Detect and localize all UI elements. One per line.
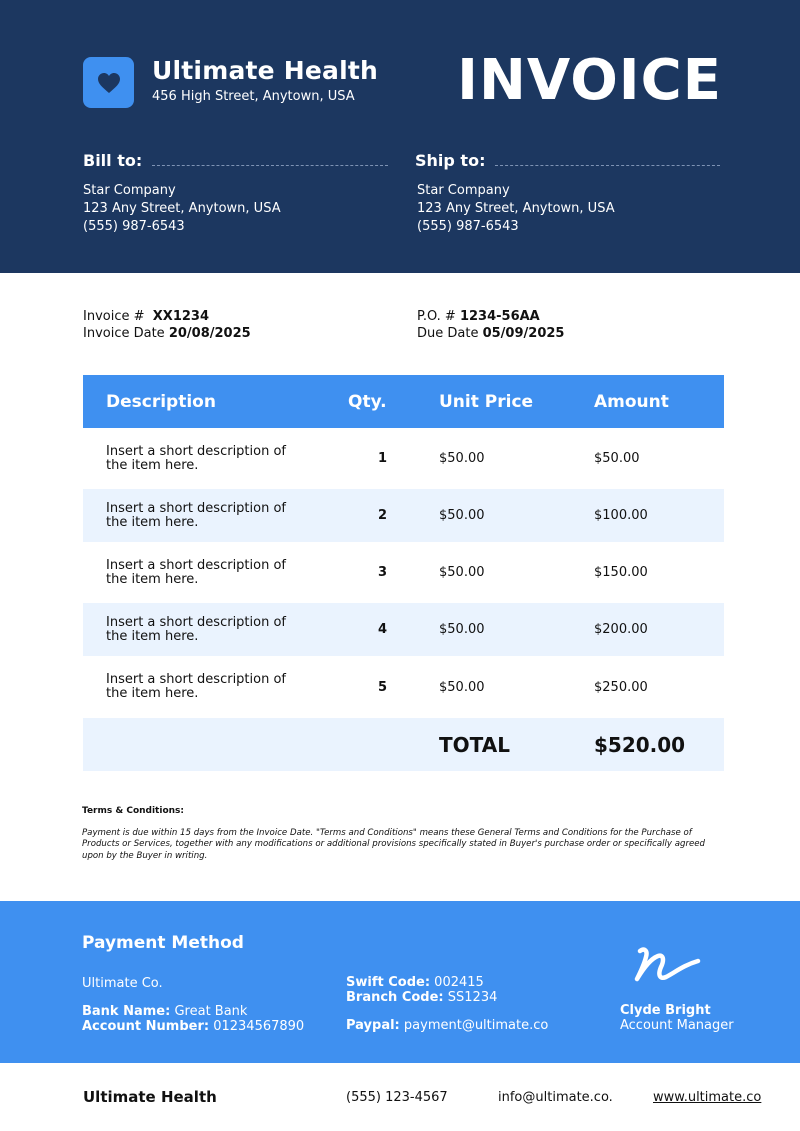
table-row	[83, 428, 724, 489]
row-qty: 2	[377, 508, 388, 523]
heart-icon	[97, 72, 121, 94]
ship-to-phone: (555) 987-6543	[417, 219, 519, 234]
signer-name: Clyde Bright	[620, 1003, 711, 1018]
invoice-date-label: Invoice Date	[83, 326, 165, 341]
row-qty: 4	[377, 622, 388, 637]
ship-to-street: 123 Any Street, Anytown, USA	[417, 201, 615, 216]
terms-text: Payment is due within 15 days from the Invoice Date. "Terms and Conditions" means these General Terms and Conditions for the Purchase of Products or Services, together with any modifications or additional provisions specifically stated in Buyer's purchase order or specifically agreed upon by the Buyer in writing.	[82, 828, 706, 861]
total-value: $520.00	[594, 732, 686, 757]
row-qty: 5	[377, 679, 388, 695]
brand-logo	[83, 57, 134, 108]
table-row	[83, 603, 724, 656]
signer-title: Account Manager	[620, 1017, 734, 1033]
invoice-meta-right	[417, 308, 564, 342]
row-unit-price: $50.00	[439, 451, 485, 466]
payment-company: Ultimate Co.	[82, 976, 163, 991]
branch-code-label: Branch Code:	[346, 989, 444, 1005]
bill-to-label: Bill to:	[83, 151, 143, 170]
header-description: Description	[106, 391, 216, 412]
branch-code: SS1234	[447, 989, 498, 1005]
footer-website-link[interactable]: www.ultimate.co	[653, 1090, 762, 1105]
po-label: P.O. #	[417, 309, 456, 324]
terms-section	[82, 806, 722, 862]
page-footer	[0, 1063, 800, 1131]
paypal-label: Paypal:	[346, 1018, 400, 1033]
swift-code-label: Swift Code:	[346, 975, 431, 990]
table-row	[83, 542, 724, 603]
due-date: 05/09/2025	[482, 326, 565, 341]
ship-to-divider	[495, 165, 720, 166]
row-qty: 3	[377, 565, 388, 580]
table-header	[83, 375, 724, 428]
footer-email: info@ultimate.co.	[498, 1090, 613, 1105]
footer-phone: (555) 123-4567	[346, 1090, 448, 1105]
row-amount: $250.00	[594, 679, 648, 695]
signer	[620, 1004, 734, 1033]
swift-code: 002415	[434, 975, 484, 990]
row-unit-price: $50.00	[439, 508, 485, 523]
invoice-date: 20/08/2025	[168, 326, 251, 341]
bill-to-divider	[152, 165, 388, 166]
bill-to-phone: (555) 987-6543	[83, 219, 185, 234]
invoice-number-label: Invoice #	[83, 309, 145, 324]
bill-to-section	[83, 148, 388, 236]
po-number: 1234-56AA	[459, 309, 540, 324]
row-description: Insert a short description of the item here.	[106, 557, 287, 587]
paypal-details	[346, 1019, 548, 1034]
account-number-label: Account Number:	[82, 1018, 210, 1034]
payment-section	[0, 901, 800, 1063]
table-row	[83, 656, 724, 718]
payment-title: Payment Method	[82, 933, 244, 953]
terms-title: Terms & Conditions:	[82, 806, 184, 816]
row-amount: $150.00	[594, 565, 648, 580]
signature-icon	[634, 945, 702, 987]
row-amount: $200.00	[594, 622, 648, 637]
paypal-address: payment@ultimate.co	[403, 1018, 549, 1033]
ship-to-label: Ship to:	[415, 151, 486, 170]
ship-to-company: Star Company	[417, 183, 510, 198]
row-description: Insert a short description of the item here.	[106, 614, 287, 644]
invoice-number: XX1234	[152, 309, 210, 324]
due-date-label: Due Date	[417, 326, 479, 341]
row-unit-price: $50.00	[439, 622, 485, 637]
table-row	[83, 489, 724, 542]
ship-to-section	[415, 148, 720, 236]
row-description: Insert a short description of the item here.	[106, 500, 287, 530]
bank-name: Great Bank	[174, 1004, 248, 1019]
row-unit-price: $50.00	[439, 565, 485, 580]
invoice-header	[0, 0, 800, 273]
total-label: TOTAL	[439, 732, 510, 757]
bill-to-company: Star Company	[83, 183, 176, 198]
row-qty: 1	[377, 451, 388, 466]
bank-name-label: Bank Name:	[82, 1004, 171, 1019]
brand-address: 456 High Street, Anytown, USA	[152, 89, 355, 104]
bank-details	[82, 1005, 304, 1034]
account-number: 01234567890	[213, 1018, 305, 1034]
footer-brand: Ultimate Health	[83, 1088, 217, 1106]
invoice-meta-left	[83, 308, 251, 342]
code-details	[346, 976, 497, 1005]
header-qty: Qty.	[348, 391, 387, 412]
header-amount: Amount	[594, 391, 669, 412]
header-unit-price: Unit Price	[439, 391, 534, 412]
row-description: Insert a short description of the item here.	[106, 672, 287, 701]
brand-name: Ultimate Health	[152, 56, 378, 85]
total-row	[83, 718, 724, 771]
row-unit-price: $50.00	[439, 679, 485, 695]
row-amount: $50.00	[594, 451, 640, 466]
row-amount: $100.00	[594, 508, 648, 523]
row-description: Insert a short description of the item here.	[106, 443, 287, 473]
items-table	[83, 375, 724, 771]
bill-to-street: 123 Any Street, Anytown, USA	[83, 201, 281, 216]
document-title: INVOICE	[457, 48, 722, 113]
